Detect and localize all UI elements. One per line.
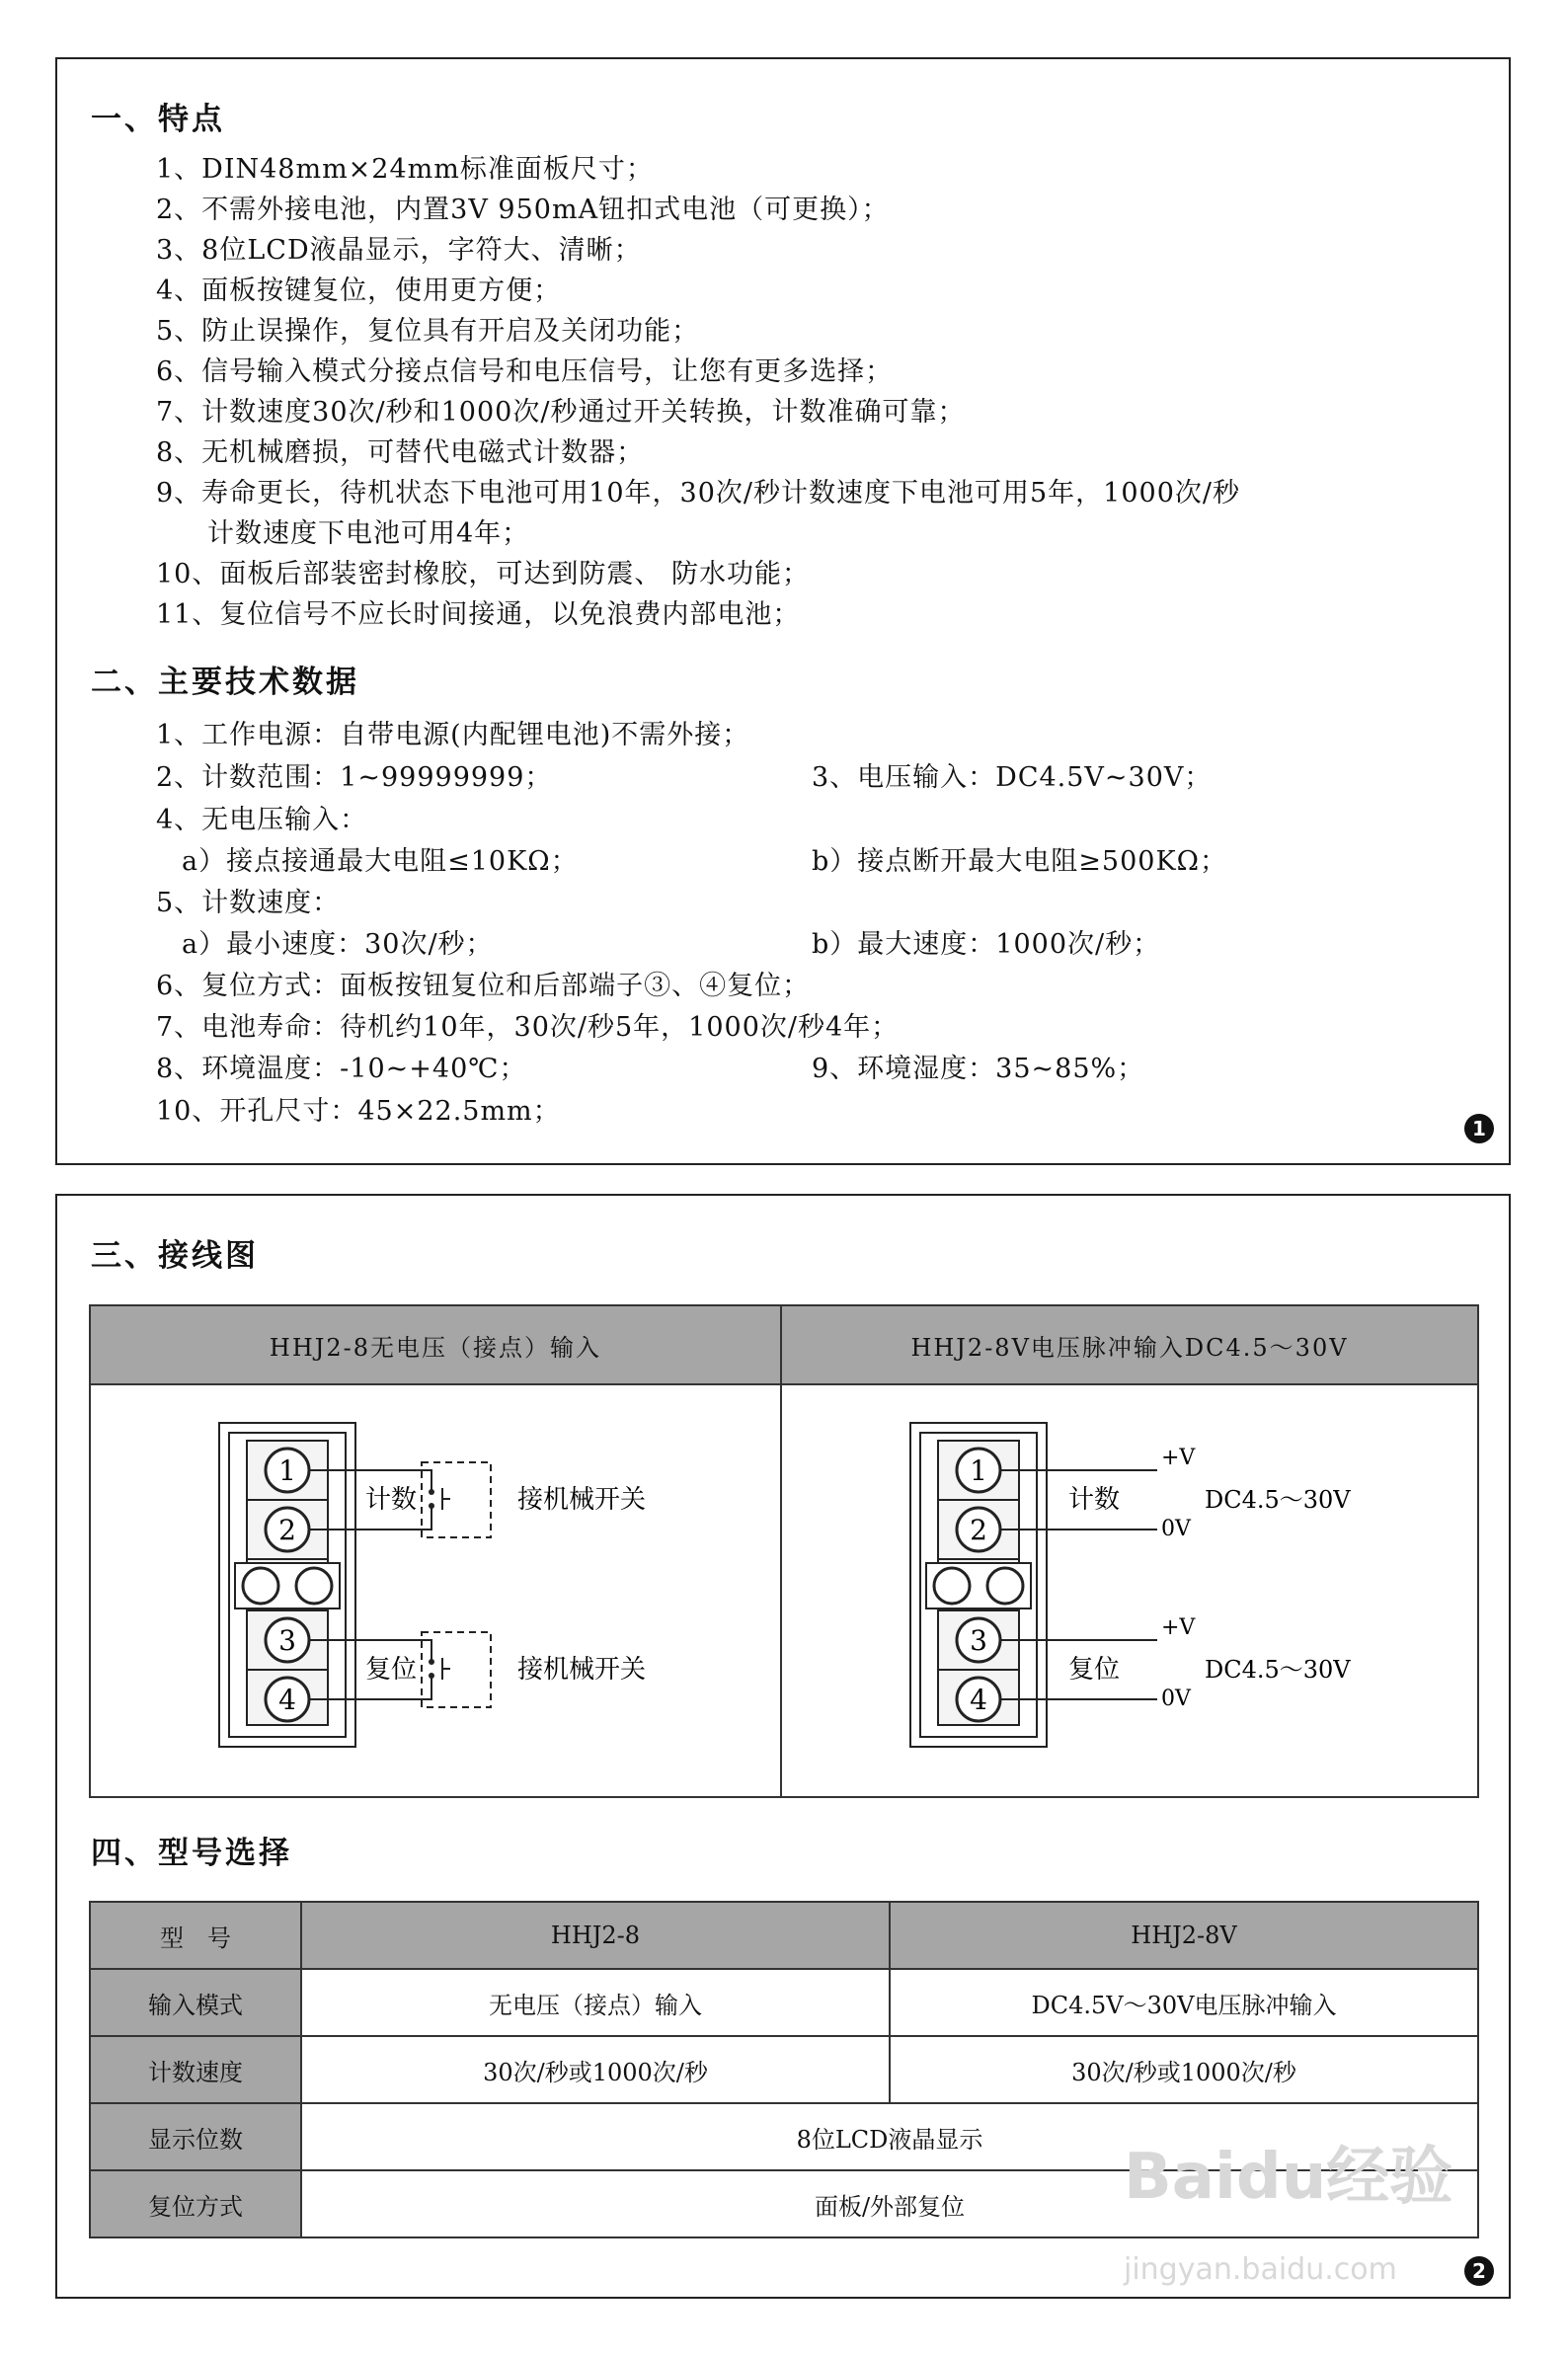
terminal-2-label: 2 [278,1514,296,1546]
model-header-hhj2-8: HHJ2-8 [301,1902,890,1969]
model-header-hhj2-8v: HHJ2-8V [890,1902,1478,1969]
spec-cutout: 10、开孔尺寸：45×22.5mm； [156,1096,561,1127]
terminal-4-label: 4 [278,1684,296,1716]
spec-humidity: 9、环境湿度：35~85%； [812,1054,1145,1084]
count-zero-label: 0V [1161,1517,1191,1541]
wiring-diagram-table [89,1304,1479,1798]
wiring-right-header: HHJ2-8V电压脉冲输入DC4.5～30V [781,1305,1478,1384]
wiring-left-cell [90,1384,781,1797]
spec-range: 2、计数范围：1~99999999； [156,762,553,793]
wiring-right-cell [781,1384,1478,1797]
feature-item: 2、不需外接电池，内置3V 950mA钮扣式电池（可更换）； [156,195,890,225]
reset-switch-label: 接机械开关 [517,1655,647,1685]
table-cell: 30次/秒或1000次/秒 [890,2036,1478,2103]
reset-label: 复位 [1068,1655,1121,1685]
reset-label: 复位 [365,1655,418,1685]
terminal-2-label: 2 [970,1514,987,1546]
terminal-3-label: 3 [970,1624,987,1657]
feature-item: 6、信号输入模式分接点信号和电压信号，让您有更多选择； [156,356,894,387]
reset-dc-label: DC4.5～30V [1205,1656,1351,1684]
feature-item: 计数速度下电池可用4年； [207,518,530,549]
section-4-title: 四、型号选择 [91,1836,292,1871]
count-switch-label: 接机械开关 [517,1485,647,1515]
terminal-3-label: 3 [278,1624,296,1657]
model-header-label: 型 号 [90,1902,301,1969]
count-plus-label: +V [1161,1446,1196,1470]
feature-item: 3、8位LCD液晶显示，字符大、清晰； [156,235,642,266]
spec-temperature: 8、环境温度：-10~+40℃； [156,1054,527,1084]
reset-plus-label: +V [1161,1615,1196,1640]
spec-speed-b: b）最大速度：1000次/秒； [812,929,1161,960]
row-label: 输入模式 [90,1969,301,2036]
count-label: 计数 [365,1485,418,1515]
section-2-title: 二、主要技术数据 [91,665,359,700]
table-cell: 8位LCD液晶显示 [301,2103,1478,2170]
reset-zero-label: 0V [1161,1687,1191,1711]
feature-item: 5、防止误操作，复位具有开启及关闭功能； [156,316,700,347]
section-3-title: 三、接线图 [91,1238,259,1274]
spec-no-voltage-a: a）接点接通最大电阻≤10KΩ； [182,846,579,877]
spec-no-voltage-b: b）接点断开最大电阻≥500KΩ； [812,846,1227,877]
feature-item: 1、DIN48mm×24mm标准面板尺寸； [156,154,654,185]
count-dc-label: DC4.5～30V [1205,1486,1351,1514]
spec-reset: 6、复位方式：面板按钮复位和后部端子③、④复位； [156,971,811,1001]
table-cell: 30次/秒或1000次/秒 [301,2036,890,2103]
feature-item: 11、复位信号不应长时间接通，以免浪费内部电池； [156,599,801,630]
table-row [90,2036,1478,2103]
contact-input-wiring-diagram [91,1385,782,1792]
spec-battery: 7、电池寿命：待机约10年，30次/秒5年，1000次/秒4年； [156,1012,900,1043]
page-number-1: 1 [1464,1114,1494,1143]
page-number-2: 2 [1464,2256,1494,2286]
feature-item: 10、面板后部装密封橡胶，可达到防震、 防水功能； [156,559,810,589]
row-label: 计数速度 [90,2036,301,2103]
row-label: 复位方式 [90,2170,301,2237]
baidu-watermark-url: jingyan.baidu.com [1124,2252,1397,2287]
spec-voltage: 3、电压输入：DC4.5V~30V； [812,762,1213,793]
table-row [90,1969,1478,2036]
page-1-panel [55,57,1511,1165]
section-1-title: 一、特点 [91,102,225,137]
voltage-input-wiring-diagram [782,1385,1479,1792]
wiring-left-header: HHJ2-8无电压（接点）输入 [90,1305,781,1384]
table-cell: 无电压（接点）输入 [301,1969,890,2036]
count-label: 计数 [1068,1485,1121,1515]
baidu-watermark-logo: Baidu经验 [1124,2141,1453,2214]
table-cell: DC4.5V～30V电压脉冲输入 [890,1969,1478,2036]
feature-item: 8、无机械磨损，可替代电磁式计数器； [156,437,645,468]
terminal-1-label: 1 [970,1454,987,1487]
terminal-4-label: 4 [970,1684,987,1716]
spec-speed: 5、计数速度： [156,888,341,918]
table-cell: 面板/外部复位 [301,2170,1478,2237]
feature-item: 7、计数速度30次/秒和1000次/秒通过开关转换，计数准确可靠； [156,397,966,428]
spec-speed-a: a）最小速度：30次/秒； [182,929,494,960]
feature-item: 4、面板按键复位，使用更方便； [156,275,562,306]
feature-item: 9、寿命更长，待机状态下电池可用10年，30次/秒计数速度下电池可用5年，1000次/秒 [156,478,1240,509]
spec-power: 1、工作电源：自带电源(内配锂电池)不需外接； [156,720,750,750]
terminal-1-label: 1 [278,1454,296,1487]
page-2-panel [55,1194,1511,2299]
row-label: 显示位数 [90,2103,301,2170]
spec-no-voltage: 4、无电压输入： [156,805,368,835]
